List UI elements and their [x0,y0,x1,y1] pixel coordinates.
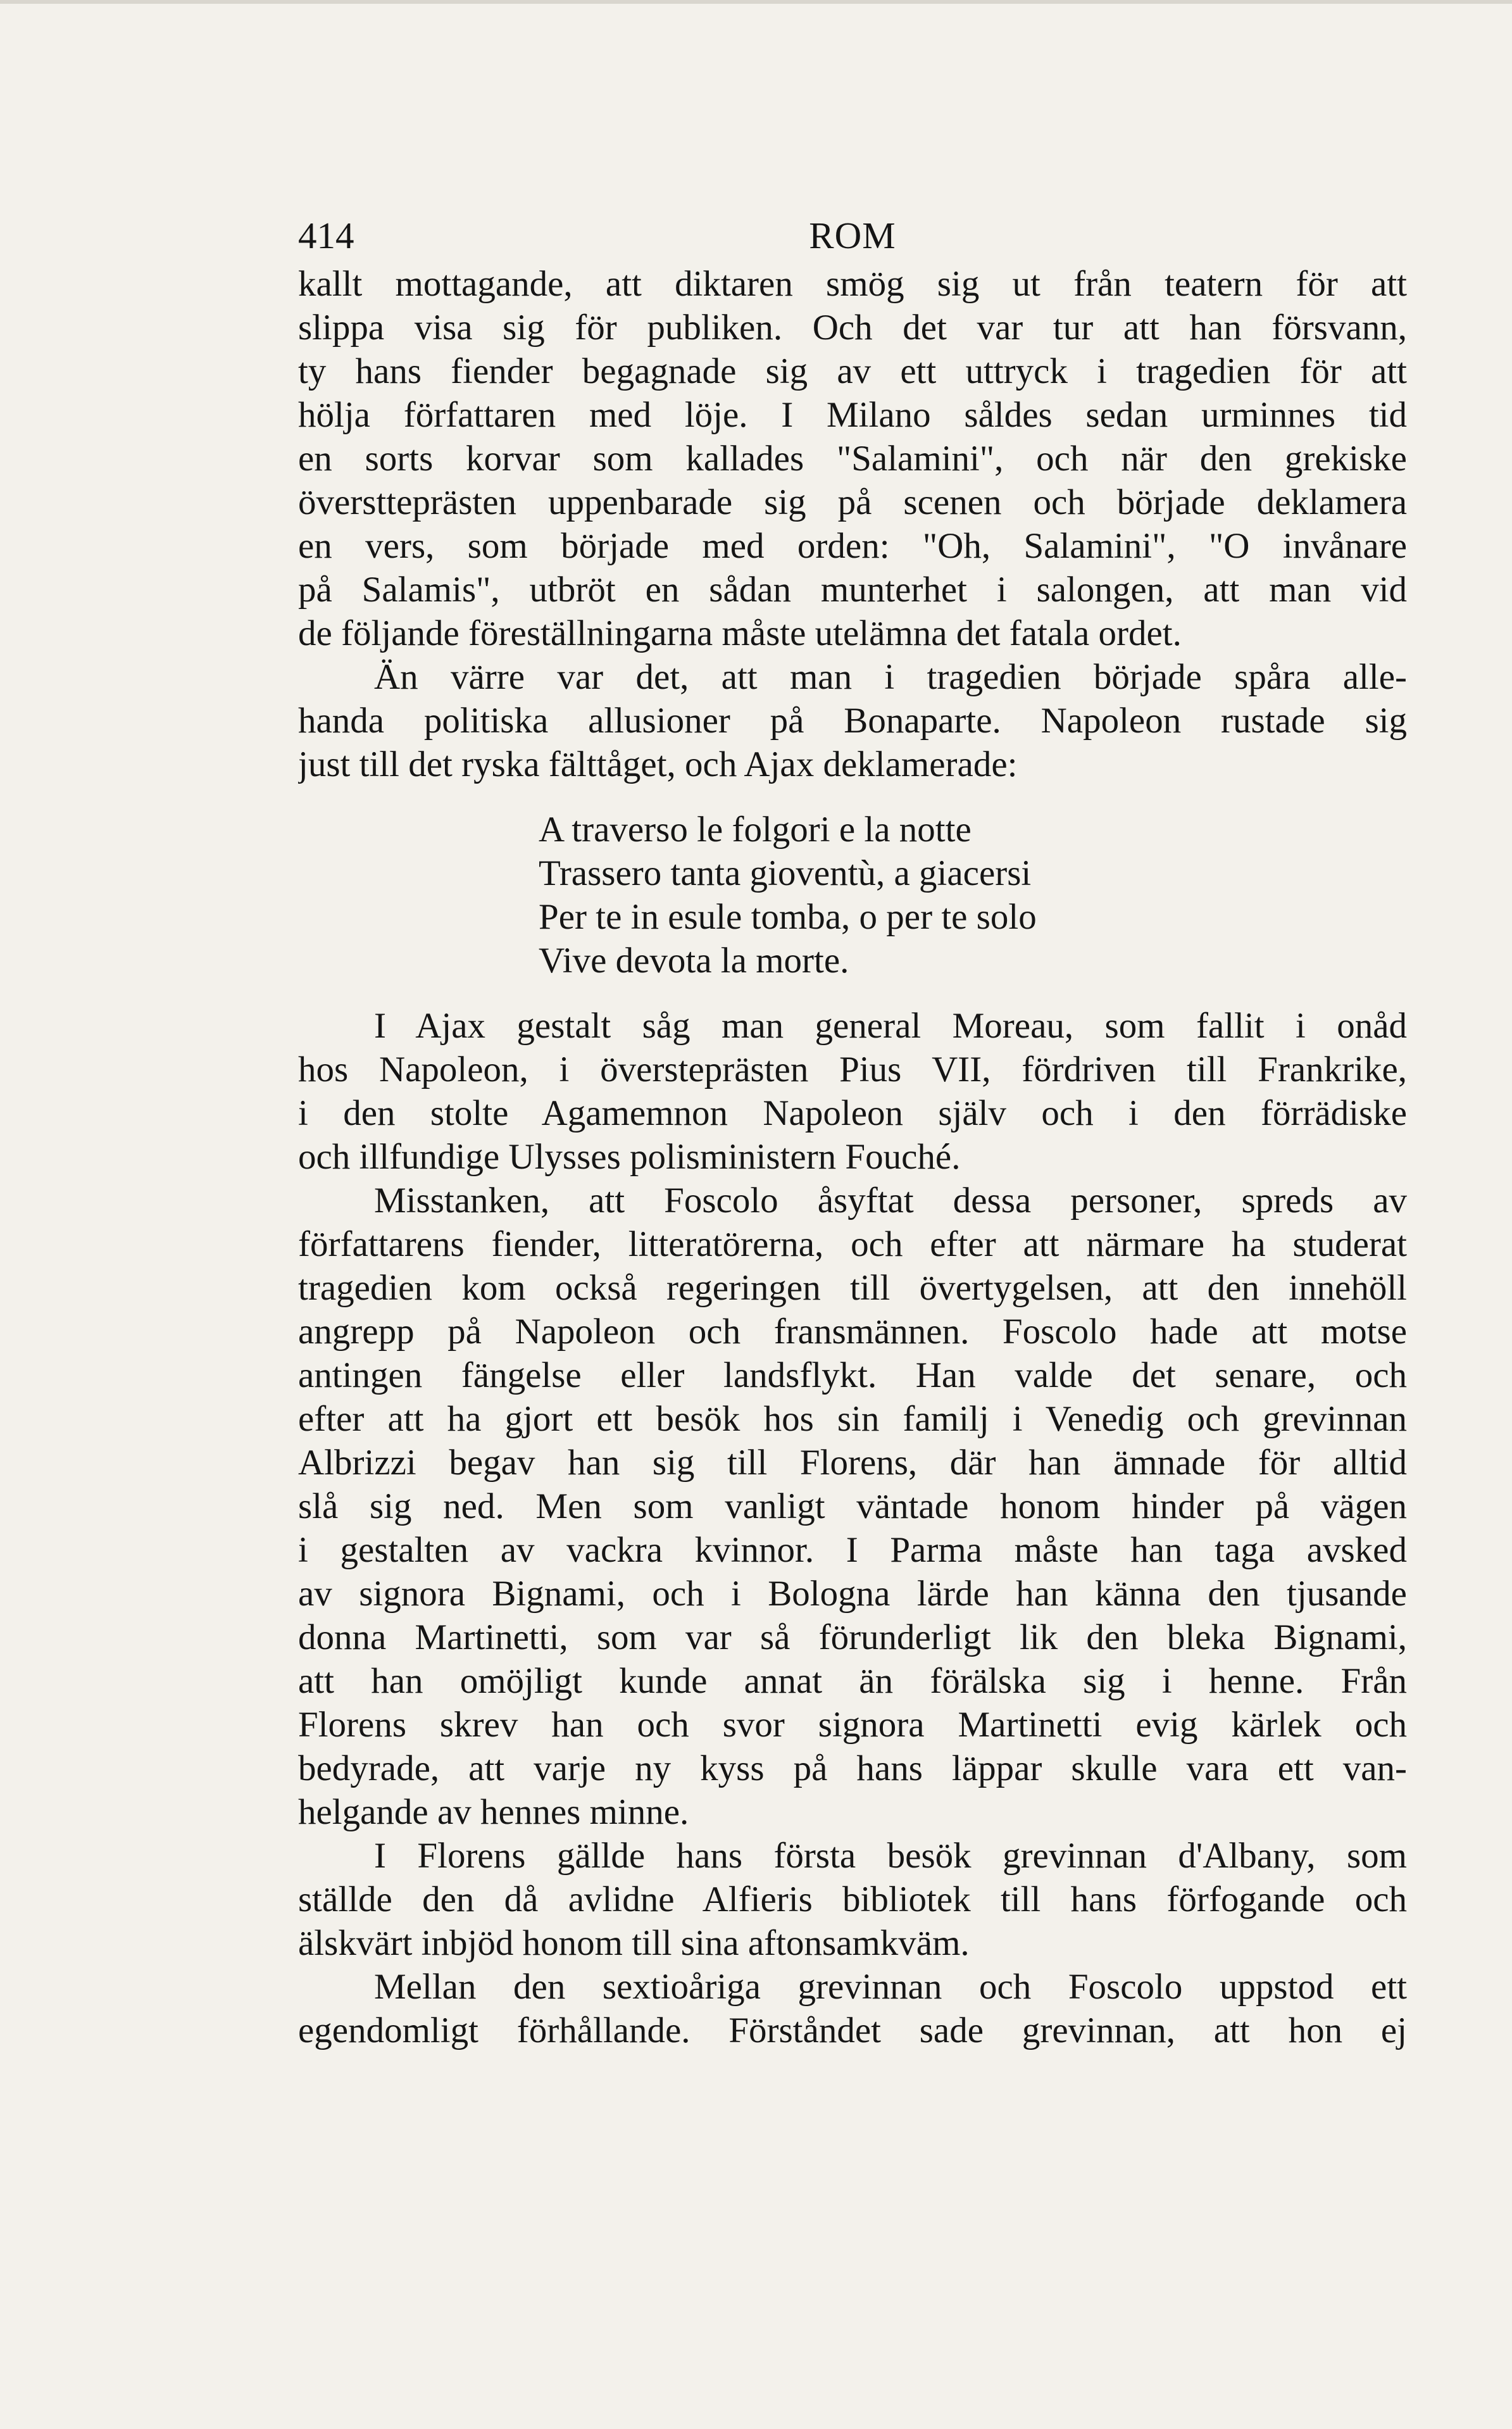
text-line: en vers, som började med orden: "Oh, Salamini", "O invånare [298,526,1407,566]
text-line: donna Martinetti, som var så förunderligt lik den bleka Bignami, [298,1617,1407,1657]
text-line: hos Napoleon, i översteprästen Pius VII, fördriven till Frankrike, [298,1050,1407,1089]
text-line: en sorts korvar som kallades "Salamini", och när den grekiske [298,439,1407,479]
text-line: av signora Bignami, och i Bologna lärde han känna den tjusande [298,1574,1407,1614]
paragraph-5 [298,1834,1407,1965]
text-line: ty hans fiender begagnade sig av ett uttryck i tragedien för att [298,351,1407,391]
text-line: slippa visa sig för publiken. Och det var tur att han försvann, [298,308,1407,348]
paragraph-4 [298,1179,1407,1834]
text-line: ställde den då avlidne Alfieris bibliotek till hans förfogande och [298,1880,1407,1919]
text-line: just till det ryska fälttåget, och Ajax deklamerade: [298,744,1018,784]
paragraph-1 [298,262,1407,655]
text-line: antingen fängelse eller landsflykt. Han valde det senare, och [298,1355,1407,1395]
text-line: älskvärt inbjöd honom till sina aftonsamkväm. [298,1923,970,1963]
text-line: Än värre var det, att man i tragedien började spåra alle- [374,657,1407,697]
poem-line: A traverso le folgori e la notte [539,810,972,850]
poem-line: Per te in esule tomba, o per te solo [539,897,1037,937]
paragraph-2 [298,655,1407,786]
poem-block [539,808,1407,982]
text-line: efter att ha gjort ett besök hos sin familj i Venedig och grevinnan [298,1399,1407,1439]
text-line: Misstanken, att Foscolo åsyftat dessa personer, spreds av [374,1181,1407,1221]
text-line: egendomligt förhållande. Förståndet sade grevinnan, att hon ej [298,2011,1407,2050]
text-line: Mellan den sextioåriga grevinnan och Foscolo uppstod ett [374,1967,1407,2007]
text-line: författarens fiender, litteratörerna, och efter att närmare ha studerat [298,1224,1407,1264]
text-line: Florens skrev han och svor signora Martinetti evig kärlek och [298,1705,1407,1745]
text-line: att han omöjligt kunde annat än förälska sig i henne. Från [298,1661,1407,1701]
book-page [298,209,1407,2052]
text-line: helgande av hennes minne. [298,1792,689,1832]
text-line: I Ajax gestalt såg man general Moreau, som fallit i onåd [374,1006,1407,1046]
poem-line: Trassero tanta gioventù, a giacersi [539,853,1032,893]
text-line: angrepp på Napoleon och fransmännen. Foscolo hade att motse [298,1312,1407,1352]
poem-line: Vive devota la morte. [539,941,849,981]
text-line: I Florens gällde hans första besök grevinnan d'Albany, som [374,1836,1407,1876]
text-line: på Salamis", utbröt en sådan munterhet i salongen, att man vid [298,570,1407,610]
paragraph-3 [298,1004,1407,1179]
running-title: ROM [809,215,896,256]
text-line: i den stolte Agamemnon Napoleon själv och i den förrädiske [298,1093,1407,1133]
text-line: och illfundige Ulysses polisministern Fouché. [298,1137,961,1177]
text-line: slå sig ned. Men som vanligt väntade honom hinder på vägen [298,1486,1407,1526]
text-line: överstteprästen uppenbarade sig på scenen och började deklamera [298,482,1407,522]
text-line: handa politiska allusioner på Bonaparte. Napoleon rustade sig [298,701,1407,741]
page-number: 414 [298,215,354,256]
scan-edge [0,0,1512,4]
text-line: kallt mottagande, att diktaren smög sig ut från teatern för att [298,264,1407,304]
text-line: tragedien kom också regeringen till övertygelsen, att den innehöll [298,1268,1407,1308]
text-line: i gestalten av vackra kvinnor. I Parma måste han taga avsked [298,1530,1407,1570]
text-line: bedyrade, att varje ny kyss på hans läppar skulle vara ett van- [298,1748,1407,1788]
text-line: Albrizzi begav han sig till Florens, där han ämnade för alltid [298,1443,1407,1483]
text-line: de följande föreställningarna måste utelämna det fatala ordet. [298,613,1182,653]
paragraph-6 [298,1965,1407,2052]
text-line: hölja författaren med löje. I Milano såldes sedan urminnes tid [298,395,1407,435]
running-head [298,209,1407,262]
